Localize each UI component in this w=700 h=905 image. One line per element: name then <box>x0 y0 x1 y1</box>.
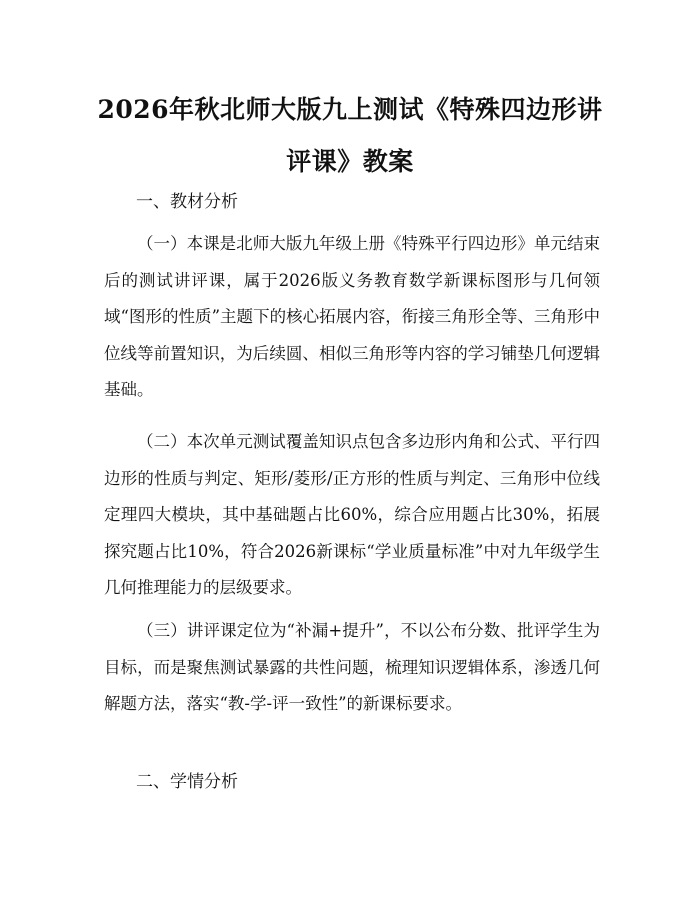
document-title: 2026年秋北师大版九上测试《特殊四边形讲评课》教案 <box>97 95 603 176</box>
paragraph: （二）本次单元测试覆盖知识点包含多边形内角和公式、平行四边形的性质与判定、矩形/菱形/正方形的性质与判定、三角形中位线定理四大模块，其中基础题占比60%，综合应用题占比30%，拓展探究题占比10%，符合2026新课标“学业质量标准”中对九年级学生几何推理能力的层级要求。 <box>104 432 600 597</box>
section-heading-materials: 一、教材分析 <box>136 192 238 212</box>
section-heading-students: 二、学情分析 <box>136 772 238 792</box>
paragraph: （三）讲评课定位为“补漏+提升”，不以公布分数、批评学生为目标，而是聚焦测试暴露的共性问题，梳理知识逻辑体系，渗透几何解题方法，落实“教-学-评一致性”的新课标要求。 <box>104 621 600 713</box>
paragraph: （一）本课是北师大版九年级上册《特殊平行四边形》单元结束后的测试讲评课，属于2026版义务教育数学新课标图形与几何领域“图形的性质”主题下的核心拓展内容，衔接三角形全等、三角形中位线等前置知识，为后续圆、相似三角形等内容的学习铺垫几何逻辑基础。 <box>104 234 600 399</box>
